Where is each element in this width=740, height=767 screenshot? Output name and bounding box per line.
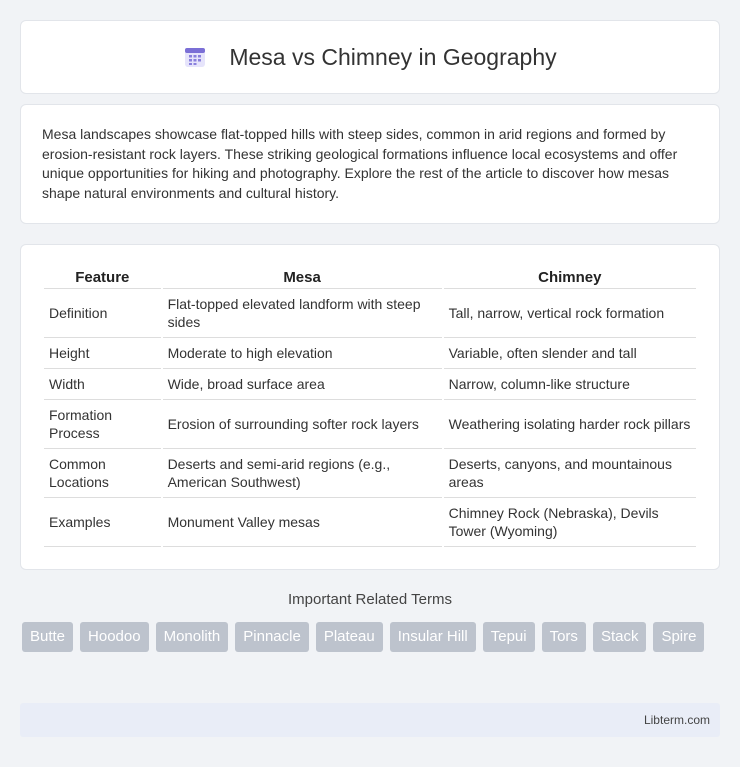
table-cell: Chimney Rock (Nebraska), Devils Tower (Wyoming) [444,498,696,547]
table-row [44,289,696,338]
footer-brand-link[interactable]: Libterm.com [643,713,710,727]
header-feature: Feature [44,263,161,289]
related-term-tag[interactable]: Spire [653,622,704,652]
table-cell: Examples [44,498,161,547]
table-row [44,449,696,498]
table-cell: Height [44,338,161,369]
table-cell: Flat-topped elevated landform with steep sides [163,289,442,338]
table-cell: Width [44,369,161,400]
table-cell: Tall, narrow, vertical rock formation [444,289,696,338]
related-term-tag[interactable]: Pinnacle [235,622,309,652]
header-card [20,20,720,94]
table-cell: Deserts and semi-arid regions (e.g., American Southwest) [163,449,442,498]
table-cell: Definition [44,289,161,338]
comparison-table-card [20,244,720,570]
table-cell: Formation Process [44,400,161,449]
related-term-tag[interactable]: Monolith [156,622,229,652]
footer [20,703,720,737]
table-header-row [44,263,696,289]
table-row [44,338,696,369]
table-cell: Wide, broad surface area [163,369,442,400]
table-cell: Narrow, column-like structure [444,369,696,400]
table-row [44,400,696,449]
header-chimney: Chimney [444,263,696,289]
table-cell: Moderate to high elevation [163,338,442,369]
related-term-tag[interactable]: Plateau [316,622,383,652]
related-terms-list [22,622,722,659]
table-cell: Weathering isolating harder rock pillars [444,400,696,449]
related-term-tag[interactable]: Tepui [483,622,535,652]
table-cell: Common Locations [44,449,161,498]
related-term-tag[interactable]: Stack [593,622,647,652]
comparison-table [42,263,698,547]
table-cell: Monument Valley mesas [163,498,442,547]
table-row [44,369,696,400]
table-cell: Erosion of surrounding softer rock layers [163,400,442,449]
related-term-tag[interactable]: Hoodoo [80,622,149,652]
related-term-tag[interactable]: Insular Hill [390,622,476,652]
page-title: Mesa vs Chimney in Geography [229,43,557,70]
related-term-tag[interactable]: Butte [22,622,73,652]
related-terms-title: Important Related Terms [288,591,452,608]
header-mesa: Mesa [163,263,442,289]
calendar-grid-icon [183,45,207,69]
table-cell: Variable, often slender and tall [444,338,696,369]
table-cell: Deserts, canyons, and mountainous areas [444,449,696,498]
intro-text: Mesa landscapes showcase flat-topped hills with steep sides, common in arid regions and formed by erosion-resistant rock layers. These striking geological formations influence local ecosystems and offer unique opportunities for hiking and photography. Explore the rest of the article to discover how mesas shape natural environments and cultural history. [42,126,678,201]
related-term-tag[interactable]: Tors [542,622,586,652]
table-row [44,498,696,547]
intro-card [20,104,720,224]
